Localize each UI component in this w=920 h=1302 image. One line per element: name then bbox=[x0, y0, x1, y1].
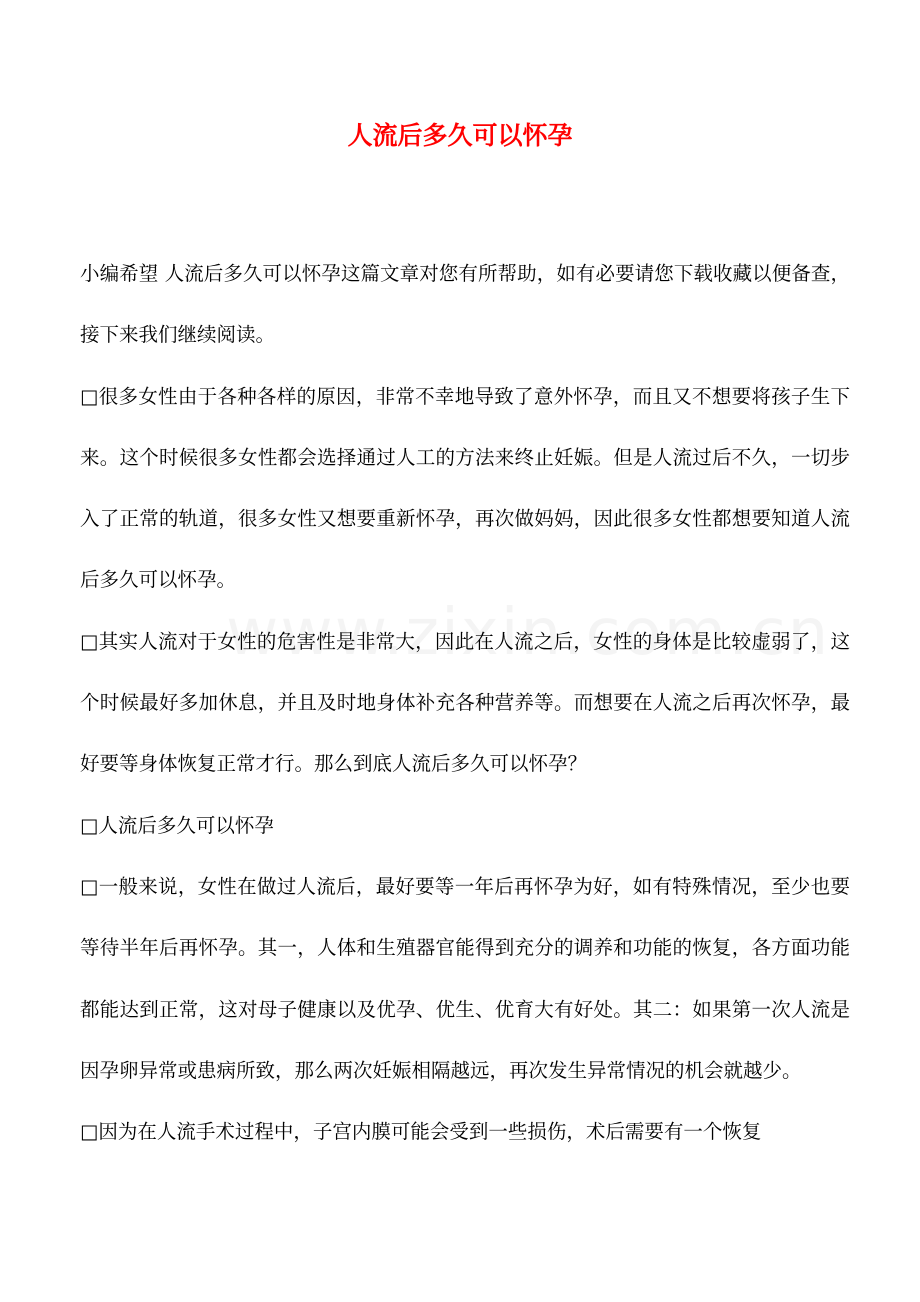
paragraph-3: □一般来说，女性在做过人流后，最好要等一年后再怀孕为好，如有特殊情况，至少也要等待半年后再怀孕。其一，人体和生殖器官能得到充分的调养和功能的恢复，各方面功能都能达到正常，这对母子健康以及优孕、优生、优育大有好处。其二：如果第一次人流是因孕卵异常或患病所致，那么两次妊娠相隔越远，再次发生异常情况的机会就越少。 bbox=[80, 874, 850, 1082]
paragraph-intro: 小编希望 人流后多久可以怀孕这篇文章对您有所帮助，如有必要请您下载收藏以便备查，接下来我们继续阅读。 bbox=[80, 262, 850, 347]
paragraph-4: □因为在人流手术过程中，子宫内膜可能会受到一些损伤，术后需要有一个恢复 bbox=[80, 1120, 762, 1144]
document-body bbox=[80, 243, 850, 1162]
section-heading: □人流后多久可以怀孕 bbox=[80, 813, 274, 837]
paragraph-1: □很多女性由于各种各样的原因，非常不幸地导致了意外怀孕，而且又不想要将孩子生下来。这个时候很多女性都会选择通过人工的方法来终止妊娠。但是人流过后不久，一切步入了正常的轨道，很多女性又想要重新怀孕，再次做妈妈，因此很多女性都想要知道人流后多久可以怀孕。 bbox=[80, 384, 850, 592]
paragraph-2: □其实人流对于女性的危害性是非常大，因此在人流之后，女性的身体是比较虚弱了，这个时候最好多加休息，并且及时地身体补充各种营养等。而想要在人流之后再次怀孕，最好要等身体恢复正常才行。那么到底人流后多久可以怀孕？ bbox=[80, 629, 850, 776]
document-title: 人流后多久可以怀孕 bbox=[347, 121, 573, 150]
